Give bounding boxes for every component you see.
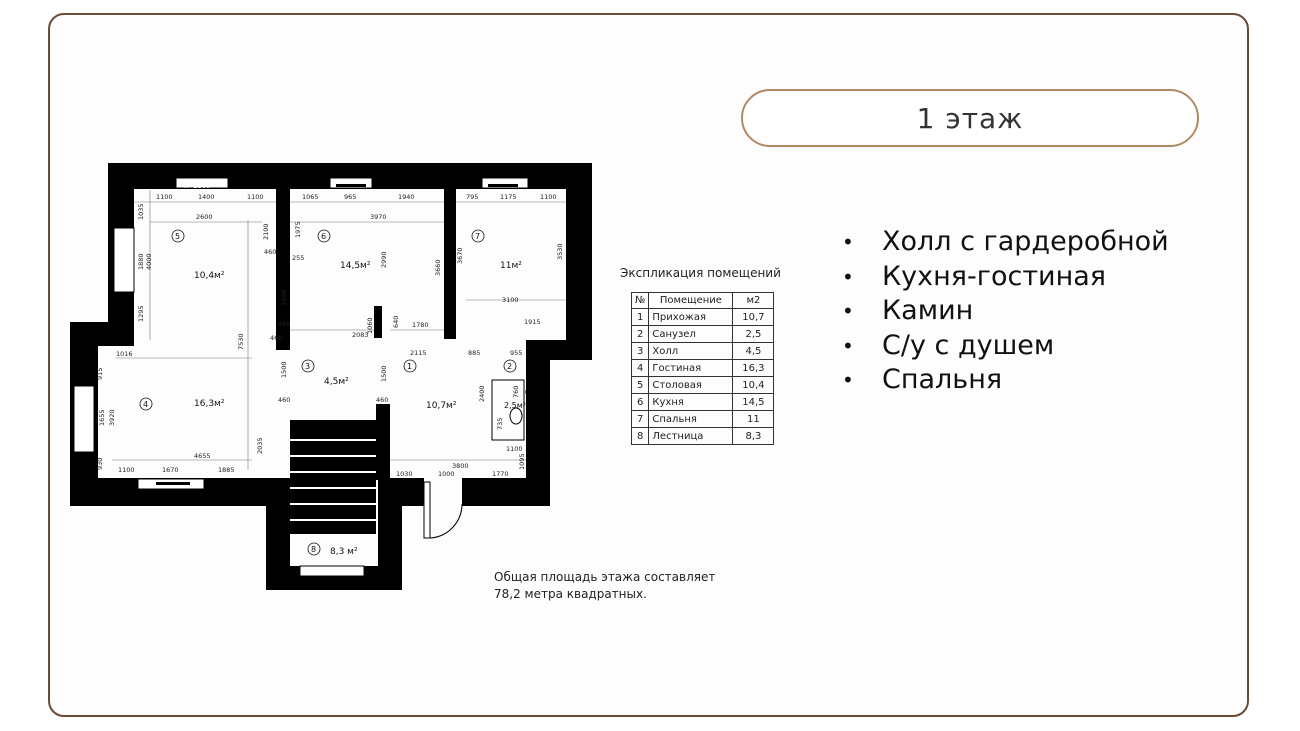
room-num-cell: 1 (632, 309, 649, 326)
dim-label: 1016 (116, 350, 133, 358)
room-area-cell: 10,4 (733, 377, 774, 394)
dim-label: 1000 (438, 470, 455, 478)
dim-label: 640 (392, 315, 400, 328)
room-number: 8 (311, 545, 317, 554)
dim-label: 1060 (366, 317, 374, 334)
dim-label: 1100 (540, 193, 557, 201)
dim-label: 1500 (380, 365, 388, 382)
room-area-cell: 14,5 (733, 394, 774, 411)
room-area-cell: 11 (733, 411, 774, 428)
table-header-row (632, 293, 774, 309)
table-row (632, 360, 774, 377)
table-row (632, 428, 774, 445)
dim-label: 2600 (196, 213, 213, 221)
dim-label: 460 (264, 248, 277, 256)
dim-label: 1915 (524, 318, 541, 326)
dim-label: 1880 (137, 253, 145, 270)
dim-label: 795 (466, 193, 479, 201)
table-row (632, 411, 774, 428)
table-row (632, 377, 774, 394)
room-number: 3 (305, 362, 311, 371)
dim-label: 1035 (137, 203, 145, 220)
dim-label: 1975 (294, 221, 302, 238)
feature-label: Кухня-гостиная (882, 260, 1107, 292)
dim-label: 7530 (237, 333, 245, 350)
room-name-cell: Лестница (649, 428, 733, 445)
table-row (632, 394, 774, 411)
dim-label: 3800 (452, 462, 469, 470)
room-area: 2,5м² (504, 401, 526, 410)
dim-label: h=2500 (184, 182, 211, 190)
dim-label: 3670 (456, 247, 464, 264)
dim-label: 1400 (198, 193, 215, 201)
dim-label: 1885 (218, 466, 235, 474)
dim-label: 930 (96, 457, 104, 470)
dim-label: 255 (292, 254, 305, 262)
stair-steps (290, 420, 376, 534)
feature-label: Камин (882, 295, 974, 326)
room-num-cell: 3 (632, 343, 649, 360)
room-num-cell: 6 (632, 394, 649, 411)
room-area: 4,5м² (324, 377, 349, 387)
room-name-cell: Спальня (649, 411, 733, 428)
dim-label: 460 (376, 396, 389, 404)
table-row (632, 309, 774, 326)
room-num-cell: 8 (632, 428, 649, 445)
room-number: 1 (407, 362, 413, 371)
room-num-cell: 7 (632, 411, 649, 428)
dim-label: 1100 (506, 445, 523, 453)
dim-label: 1100 (247, 193, 264, 201)
dim-label: 3530 (556, 243, 564, 260)
dim-label: 2990 (380, 251, 388, 268)
room-area: 10,4м² (194, 271, 225, 281)
dim-label: 1500 (280, 361, 288, 378)
dim-label: 1655 (98, 409, 106, 426)
room-area: 16,3м² (194, 399, 225, 409)
dim-label: 2035 (256, 437, 264, 454)
dim-label: 760 (512, 385, 520, 398)
room-name-cell: Холл (649, 343, 733, 360)
room-area: 10,7м² (426, 401, 457, 411)
room-num-cell: 2 (632, 326, 649, 343)
explication-title: Экспликация помещений (620, 266, 781, 280)
dim-label: 955 (510, 349, 523, 357)
table-row (632, 343, 774, 360)
room-number: 4 (143, 400, 149, 409)
dim-label: 735 (496, 417, 504, 430)
room-area-cell: 10,7 (733, 309, 774, 326)
dim-label: 1670 (162, 466, 179, 474)
dim-label: 1065 (302, 193, 319, 201)
dim-label: 1095 (518, 453, 526, 470)
room-area: 11м² (500, 261, 522, 271)
room-name-cell: Санузел (649, 326, 733, 343)
room-name-cell: Прихожая (649, 309, 733, 326)
dim-label: 2115 (410, 349, 427, 357)
dim-label: 1030 (396, 470, 413, 478)
feature-label: С/у с душем (882, 329, 1055, 361)
bullet-icon: • (842, 368, 854, 392)
dim-label: 2100 (262, 223, 270, 240)
room-number: 2 (507, 362, 513, 371)
table-row (632, 326, 774, 343)
dim-label: 460 (278, 320, 291, 328)
room-number: 6 (321, 232, 327, 241)
bullet-icon: • (842, 264, 854, 289)
room-name-cell: Кухня (649, 394, 733, 411)
dim-label: 4000 (145, 253, 153, 270)
room-area-cell: 8,3 (733, 428, 774, 445)
room-num-cell: 4 (632, 360, 649, 377)
bullet-icon: • (842, 299, 854, 323)
feature-label: Холл с гардеробной (882, 226, 1169, 257)
dim-label: 4655 (194, 452, 211, 460)
total-area-line: Общая площадь этажа составляет (494, 570, 716, 584)
total-area-note (494, 569, 715, 603)
dim-label: 1175 (500, 193, 517, 201)
dim-label: 1770 (492, 470, 509, 478)
column-header: м2 (733, 293, 774, 309)
room-area: 8,3 м² (330, 547, 358, 557)
dim-label: 2083 (352, 331, 369, 339)
feature-label: Спальня (882, 364, 1003, 395)
room-name-cell: Гостиная (649, 360, 733, 377)
column-header: № (632, 293, 649, 309)
floor-badge: 1 этаж (741, 89, 1199, 147)
room-area-cell: 4,5 (733, 343, 774, 360)
room-num-cell: 5 (632, 377, 649, 394)
room-number: 7 (475, 232, 481, 241)
room-area-cell: 16,3 (733, 360, 774, 377)
dim-label: 460 (270, 334, 283, 342)
total-area-line: 78,2 метра квадратных. (494, 587, 647, 601)
dim-label: 3100 (502, 296, 519, 304)
dim-label: 3970 (370, 213, 387, 221)
dim-label: 1100 (118, 466, 135, 474)
dim-label: 915 (96, 367, 104, 380)
entrance-door (424, 482, 462, 538)
dim-label: 3660 (434, 259, 442, 276)
dim-label: 3920 (108, 409, 116, 426)
dim-label: 1500 (280, 289, 288, 306)
dim-label: 885 (468, 349, 481, 357)
dim-label: 1295 (137, 305, 145, 322)
room-number: 5 (175, 232, 181, 241)
dim-label: 460 (278, 396, 291, 404)
room-area-cell: 2,5 (733, 326, 774, 343)
room-name-cell: Столовая (649, 377, 733, 394)
column-header: Помещение (649, 293, 733, 309)
dim-label: 965 (344, 193, 357, 201)
dim-label: 1100 (156, 193, 173, 201)
explication-table (631, 292, 774, 445)
bullet-icon: • (842, 333, 854, 358)
room-area: 14,5м² (340, 261, 371, 271)
dim-label: 2400 (478, 385, 486, 402)
dim-label: 1780 (412, 321, 429, 329)
dim-label: 1940 (398, 193, 415, 201)
bullet-icon: • (842, 230, 854, 254)
